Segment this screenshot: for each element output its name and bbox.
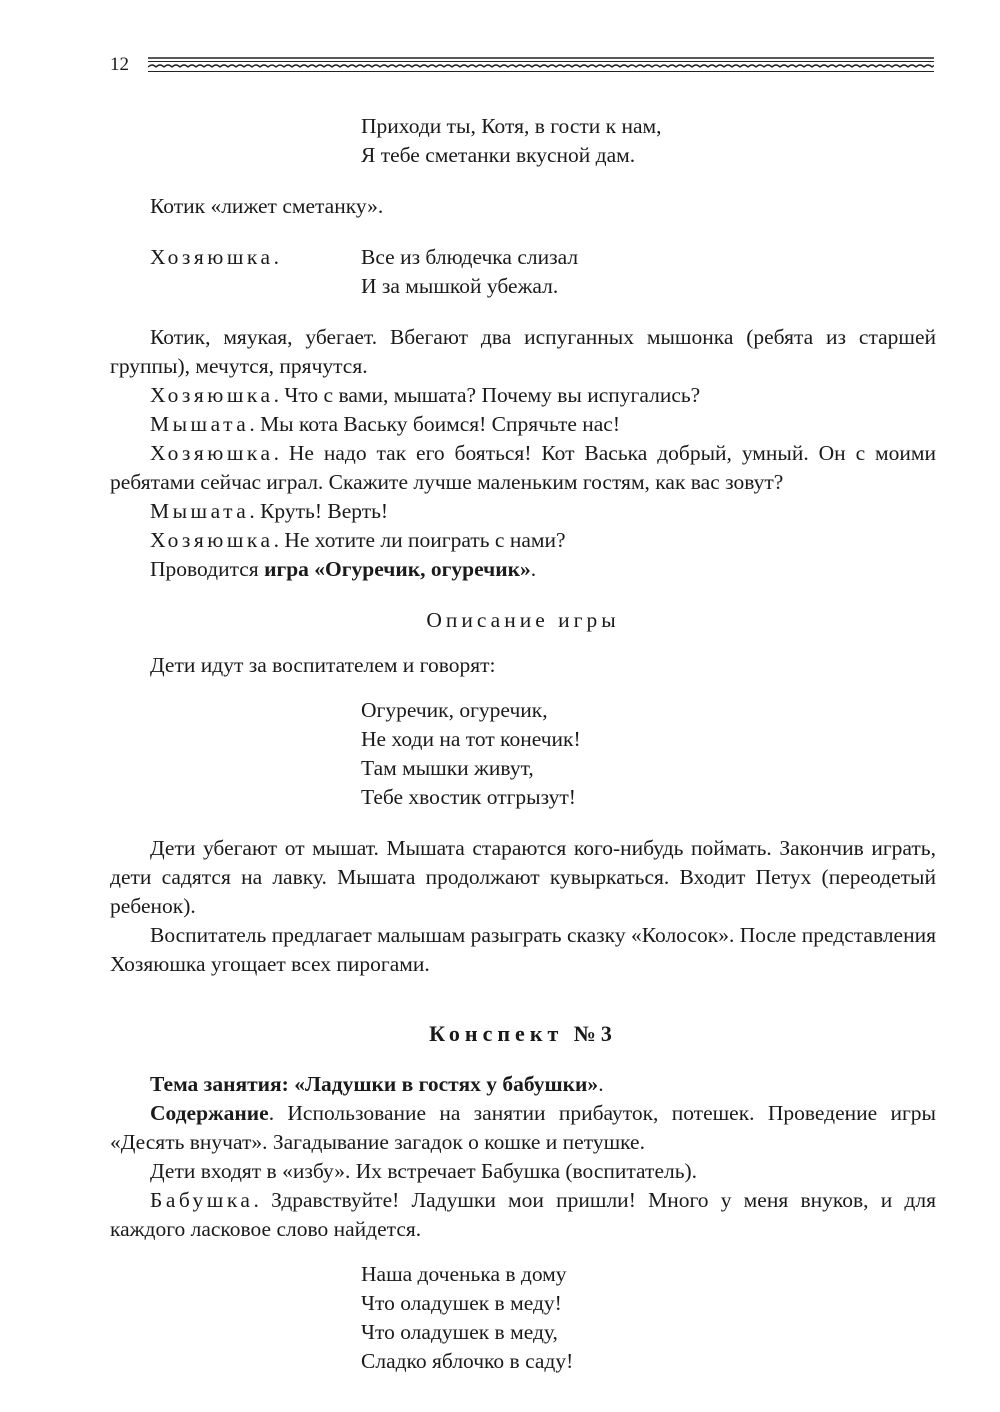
topic-line (110, 1070, 936, 1099)
section-heading: Конспект №3 (429, 1021, 617, 1046)
verse-line: Что оладушек в меду, (361, 1320, 558, 1344)
verse-cat-invite (110, 112, 936, 170)
content-line (110, 1099, 936, 1157)
role-name: Мышата (150, 412, 250, 436)
page-body (110, 112, 936, 1376)
verse-line: Приходи ты, Котя, в гости к нам, (361, 114, 662, 138)
verse-daughter (110, 1260, 936, 1376)
verse-line: Тебе хвостик отгрызут! (361, 785, 576, 809)
game-suffix: . (530, 557, 537, 581)
game-prefix: Проводится (150, 557, 265, 581)
paragraph: Котик, мяукая, убегает. Вбегают два испуганных мышонка (ребята из старшей группы), мечутся, прячутся. (110, 325, 936, 378)
role-name: Хозяюшка (150, 528, 274, 552)
role-name: Хозяюшка (150, 441, 274, 465)
role-name: Бабушка (150, 1188, 254, 1212)
section-subheading: Описание игры (426, 608, 620, 632)
role-name: Хозяюшка (150, 383, 274, 407)
paragraph: Дети входят в «избу». Их встречает Бабушка (воспитатель). (150, 1159, 698, 1183)
role-name: Хозяюшка. (150, 245, 283, 269)
verse-cucumber (110, 696, 936, 812)
dialog-text: . Здравствуйте! Ладушки мои пришли! Много у меня внуков, и для каждого ласковое слово найдется. (110, 1188, 936, 1241)
verse-line: Наша доченька в дому (361, 1262, 567, 1286)
dialog-line (110, 1186, 936, 1244)
topic-title: Тема занятия: «Ладушки в гостях у бабушки» (150, 1072, 599, 1096)
dialog-text: . Что с вами, мышата? Почему вы испугались? (273, 383, 701, 407)
game-title: игра «Огуречик, огуречик» (264, 557, 531, 581)
paragraph: Дети идут за воспитателем и говорят: (150, 653, 496, 677)
dialog-line (110, 410, 936, 439)
verse-line: И за мышкой убежал. (361, 274, 559, 298)
role-name: Мышата (150, 499, 250, 523)
topic-suffix: . (598, 1072, 604, 1096)
dialog-text: . Мы кота Ваську боимся! Спрячьте нас! (249, 412, 621, 436)
paragraph: Воспитатель предлагает малышам разыграть сказку «Колосок». После представления Хозяюшка угощает всех пирогами. (110, 923, 936, 976)
verse-line: Я тебе сметанки вкусной дам. (361, 143, 636, 167)
dialog-line (110, 381, 936, 410)
dialog-block (110, 243, 936, 301)
stage-direction: Котик «лижет сметанку». (150, 194, 384, 218)
dialog-line (110, 497, 936, 526)
dialog-text: . Круть! Верть! (249, 499, 389, 523)
dialog-text: . Не надо так его бояться! Кот Васька добрый, умный. Он с моими ребятами сейчас играл. Скажите лучше маленьким гостям, как вас зовут? (110, 441, 936, 494)
verse-line: Не ходи на тот конечик! (361, 727, 581, 751)
paragraph: Дети убегают от мышат. Мышата стараются кого-нибудь поймать. Закончив играть, дети садятся на лавку. Мышата продолжают кувыркаться. Входит Петух (переодетый ребенок). (110, 836, 936, 918)
verse-line: Там мышки живут, (361, 756, 534, 780)
game-line (110, 555, 936, 584)
decorative-header-rule (148, 56, 934, 74)
content-label: Содержание (150, 1101, 269, 1125)
verse-line: Сладко яблочко в саду! (361, 1349, 574, 1373)
verse-line: Что оладушек в меду! (361, 1291, 562, 1315)
dialog-line (110, 439, 936, 497)
dialog-text: . Не хотите ли поиграть с нами? (273, 528, 566, 552)
verse-line: Все из блюдечка слизал (361, 245, 579, 269)
page-number: 12 (110, 54, 129, 75)
content-text: . Использование на занятии прибауток, потешек. Проведение игры «Десять внучат». Загадывание загадок о кошке и петушке. (110, 1101, 936, 1154)
dialog-line (110, 526, 936, 555)
verse-line: Огуречик, огуречик, (361, 698, 548, 722)
